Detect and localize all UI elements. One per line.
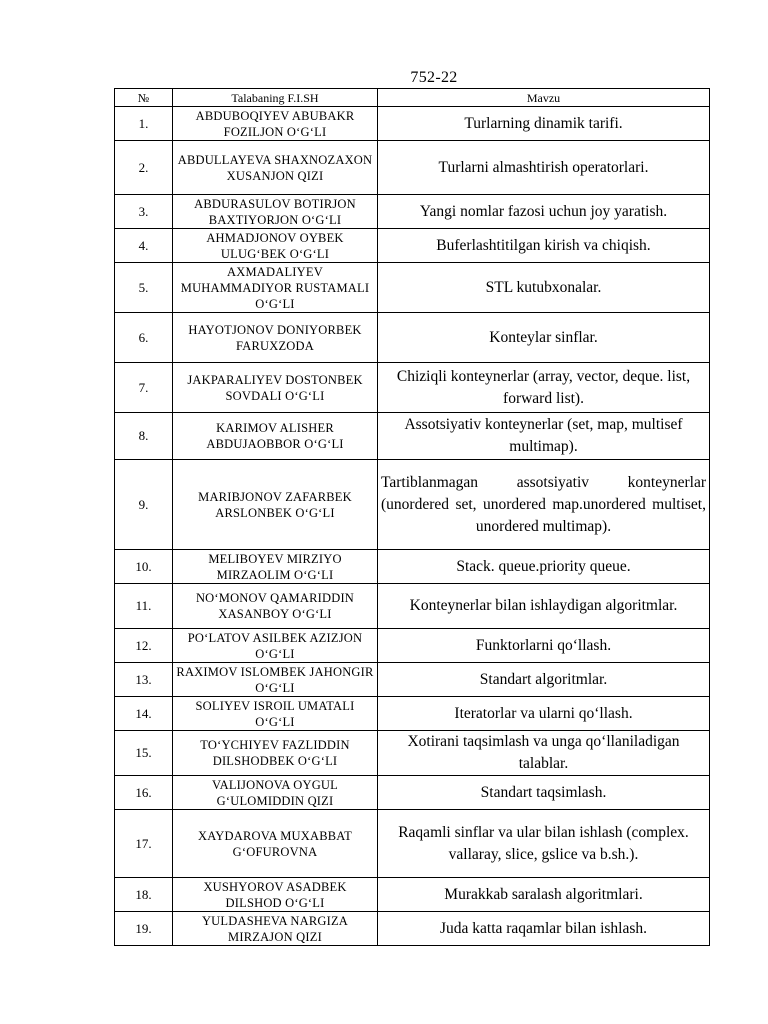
topic: Yangi nomlar fazosi uchun joy yaratish. — [378, 195, 710, 229]
topic: Konteylar sinflar. — [378, 313, 710, 363]
table-row — [115, 810, 710, 878]
student-topics-table — [114, 88, 710, 946]
student-name: YULDASHEVA NARGIZA MIRZAJON QIZI — [173, 912, 378, 946]
table-row — [115, 413, 710, 460]
topic: Turlarning dinamik tarifi. — [378, 107, 710, 141]
table-row — [115, 550, 710, 584]
topic: Buferlashtitilgan kirish va chiqish. — [378, 229, 710, 263]
topic: Xotirani taqsimlash va unga qo‘llaniladigan talablar. — [378, 731, 710, 776]
row-number: 17. — [115, 810, 173, 878]
topic: Turlarni almashtirish operatorlari. — [378, 141, 710, 195]
student-name: JAKPARALIYEV DOSTONBEK SOVDALI O‘G‘LI — [173, 363, 378, 413]
table-row — [115, 584, 710, 629]
table-row — [115, 776, 710, 810]
table-row — [115, 697, 710, 731]
student-name: ABDURASULOV BOTIRJON BAXTIYORJON O‘G‘LI — [173, 195, 378, 229]
row-number: 12. — [115, 629, 173, 663]
topic: Iteratorlar va ularni qo‘llash. — [378, 697, 710, 731]
topic: Chiziqli konteynerlar (array, vector, deque. list, forward list). — [378, 363, 710, 413]
row-number: 18. — [115, 878, 173, 912]
topic: Raqamli sinflar va ular bilan ishlash (complex. vallaray, slice, gslice va b.sh.). — [378, 810, 710, 878]
topic: Funktorlarni qo‘llash. — [378, 629, 710, 663]
row-number: 6. — [115, 313, 173, 363]
table-row — [115, 363, 710, 413]
topic: Standart taqsimlash. — [378, 776, 710, 810]
table-row — [115, 912, 710, 946]
table-row — [115, 731, 710, 776]
student-name: NO‘MONOV QAMARIDDIN XASANBOY O‘G‘LI — [173, 584, 378, 629]
header-number: № — [115, 89, 173, 107]
table-row — [115, 107, 710, 141]
row-number: 15. — [115, 731, 173, 776]
table-row — [115, 263, 710, 313]
row-number: 5. — [115, 263, 173, 313]
row-number: 8. — [115, 413, 173, 460]
header-topic: Mavzu — [378, 89, 710, 107]
row-number: 14. — [115, 697, 173, 731]
student-name: XUSHYOROV ASADBEK DILSHOD O‘G‘LI — [173, 878, 378, 912]
topic: Murakkab saralash algoritmlari. — [378, 878, 710, 912]
table-row — [115, 878, 710, 912]
topic: Standart algoritmlar. — [378, 663, 710, 697]
table-row — [115, 663, 710, 697]
table-row — [115, 460, 710, 550]
table-row — [115, 229, 710, 263]
topic: Konteynerlar bilan ishlaydigan algoritmlar. — [378, 584, 710, 629]
row-number: 9. — [115, 460, 173, 550]
row-number: 16. — [115, 776, 173, 810]
row-number: 7. — [115, 363, 173, 413]
student-name: MARIBJONOV ZAFARBEK ARSLONBEK O‘G‘LI — [173, 460, 378, 550]
student-name: KARIMOV ALISHER ABDUJAOBBOR O‘G‘LI — [173, 413, 378, 460]
table-row — [115, 141, 710, 195]
student-name: PO‘LATOV ASILBEK AZIZJON O‘G‘LI — [173, 629, 378, 663]
group-title: 752-22 — [410, 69, 458, 86]
row-number: 13. — [115, 663, 173, 697]
student-name: HAYOTJONOV DONIYORBEK FARUXZODA — [173, 313, 378, 363]
student-name: RAXIMOV ISLOMBEK JAHONGIR O‘G‘LI — [173, 663, 378, 697]
topic: Tartiblanmagan assotsiyativ konteynerlar (unordered set, unordered map.unordered multiset, unordered multimap). — [378, 460, 710, 550]
row-number: 4. — [115, 229, 173, 263]
row-number: 10. — [115, 550, 173, 584]
header-student-name: Talabaning F.I.SH — [173, 89, 378, 107]
student-name: SOLIYEV ISROIL UMATALI O‘G‘LI — [173, 697, 378, 731]
topic: Stack. queue.priority queue. — [378, 550, 710, 584]
topic: Assotsiyativ konteynerlar (set, map, multisef multimap). — [378, 413, 710, 460]
topic: STL kutubxonalar. — [378, 263, 710, 313]
student-name: TO‘YCHIYEV FAZLIDDIN DILSHODBEK O‘G‘LI — [173, 731, 378, 776]
table-row — [115, 195, 710, 229]
student-name: XAYDAROVA MUXABBAT G‘OFUROVNA — [173, 810, 378, 878]
row-number: 3. — [115, 195, 173, 229]
student-name: MELIBOYEV MIRZIYO MIRZAOLIM O‘G‘LI — [173, 550, 378, 584]
table-header-row — [115, 89, 710, 107]
student-name: VALIJONOVA OYGUL G‘ULOMIDDIN QIZI — [173, 776, 378, 810]
table-row — [115, 629, 710, 663]
student-name: ABDULLAYEVA SHAXNOZAXON XUSANJON QIZI — [173, 141, 378, 195]
student-name: ABDUBOQIYEV ABUBAKR FOZILJON O‘G‘LI — [173, 107, 378, 141]
row-number: 19. — [115, 912, 173, 946]
student-name: AXMADALIYEV MUHAMMADIYOR RUSTAMALI O‘G‘LI — [173, 263, 378, 313]
table-row — [115, 313, 710, 363]
row-number: 11. — [115, 584, 173, 629]
row-number: 1. — [115, 107, 173, 141]
topic: Juda katta raqamlar bilan ishlash. — [378, 912, 710, 946]
row-number: 2. — [115, 141, 173, 195]
student-name: AHMADJONOV OYBEK ULUG‘BEK O‘G‘LI — [173, 229, 378, 263]
